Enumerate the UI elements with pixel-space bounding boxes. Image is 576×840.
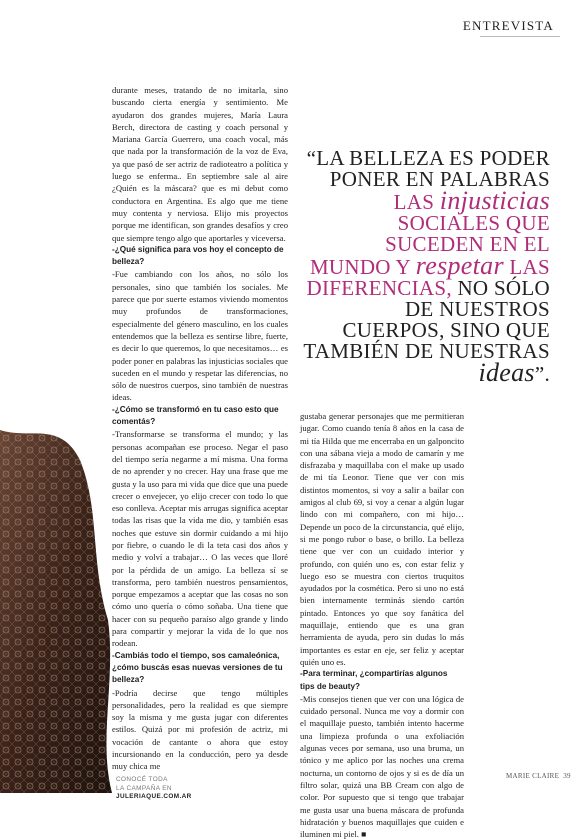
interview-paragraph: gustaba generar personajes que me permitieran jugar. Como cuando tenía 8 años en la casa de mi tía Hilda que me encerraba en un galponcito con una sábana vieja a modo de camarín y me disfrazaba y maquillaba con el make up usado de mi tía Leonor. Tiene que ver con mis distintos momentos, si voy a salir a bailar con amigos al club 69, si voy a cenar a algún lugar lindo con mi compañero, con mi hijo… Depende un poco de la circunstancia, qué elijo, si me pongo rubor o base, o brillo. La belleza tiene que ver con un cuidado interior y profundo, con quién uno es, con estar feliz y luego eso se muestra con ciertos truquitos ayudados por la cosmética. Pero si uno no está bien internamente terminás siendo cartón pintado. Entonces yo que soy fanática del maquillaje, entiendo que es una gran herramienta de ayuda, pero sin dudas lo más importantes es estar en eje, ser feliz y aceptar quién uno es. xyxy=(300,411,464,667)
interview-question: -Para terminar, ¿compartirías algunos tips de beauty? xyxy=(300,669,448,691)
article-column-left xyxy=(112,84,288,773)
magazine-name: MARIE CLAIRE xyxy=(506,772,560,780)
pull-quote-fragment: respetar xyxy=(415,251,504,280)
interview-paragraph: -Mis consejos tienen que ver con una lógica de cuidado personal. Nunca me voy a dormir con el maquillaje puesto, también intento hacerme una limpieza profunda o una exfoliación algunas veces por semana, uso una bruma, un tónico y me aplico por las noches una crema nocturna, un contorno de ojos y si es de día un filtro solar, quizá una BB Cream con algo de color. Por supuesto que si tengo que trabajar me gusta usar una buena máscara de profunda hidratación y buenos maquillajes que cuiden e iluminen mi piel. ■ xyxy=(300,693,464,840)
pull-quote-fragment: NO SÓLO DE NUESTROS CUERPOS, SINO QUE TAMBIÉN DE NUESTRAS xyxy=(303,276,550,363)
interview-paragraph: durante meses, tratando de no imitarla, sino buscando cierta energía y sentimiento. Me ayudaron dos grandes mujeres, María Laura Berch, directora de casting y coach personal y Mariana García Guerrero, una coach vocal, más que nada por la transformación de la voz de Eva, ya que pasó de ser actriz de radioteatro a política y luego se enferma.. En septiembre sale al aire ¿Quién es la máscara? que es mi debut como conductora en Argentina. Es algo que me tiene muy contenta y nerviosa. Elijo mis proyectos porque me identifican, son grandes desafíos y creo que siempre tengo algo que aportarles y viceversa. xyxy=(112,85,288,243)
section-header: ENTREVISTA xyxy=(462,18,554,33)
pull-quote-fragment: injusticias xyxy=(439,186,550,215)
pull-quote-fragment: LAS xyxy=(393,190,440,214)
page-footer xyxy=(506,772,571,780)
page-number: 39 xyxy=(563,772,571,780)
campaign-caption xyxy=(116,776,192,802)
pull-quote-fragment: ”. xyxy=(534,362,550,386)
lace-fabric-image xyxy=(0,420,116,793)
pull-quote-fragment: ideas xyxy=(478,358,535,387)
interview-paragraph: -Fue cambiando con los años, no sólo los personales, sino que también los sociales. Me parece que por suerte estamos viviendo momentos muy profundos de transformaciones, especialmente del género masculino, en los cuales entendemos que la belleza es sentirse libre, fuerte, es decir lo que queremos, lo que necesitamos… es poder poner en palabras las injusticias sociales que suceden en el mundo y respetar las diferencias, no sólo de nuestros cuerpos, sino también de nuestras ideas. xyxy=(112,269,288,403)
header-divider xyxy=(480,36,560,37)
pull-quote-fragment: “LA BELLEZA ES PODER PONER EN PALABRAS xyxy=(306,146,550,191)
interview-paragraph: -Transformarse se transforma el mundo; y las personas acompañan ese proceso. Negar el paso del tiempo sería negarme a mí misma. Una forma de no aprender y no crecer. Hay una frase que me gusta y la uso para mi vida que dice que una puede crecer o envejecer, yo elijo crecer con todo lo que eso conlleva. Aceptar mis arrugas significa aceptar todas las risas que la vida me dio, y también esas noches que estuve sin dormir cuidando a mi hijo por fiebre, o cuando le di la teta casi dos años y medio y volví a trabajar… O las veces que lloré por la pérdida de un amigo. La belleza sí se transforma, pero también nuestros pensamientos, porque empezamos a aceptar que las cosas no son cómo uno quería o cómo soñaba. Una tiene que hacer con su pequeño paraíso algo grande y lindo para compartir y mejorar la vida de lo que nos rodean. xyxy=(112,429,288,649)
pull-quote xyxy=(300,148,550,385)
caption-line-1: CONOCÉ TODA xyxy=(116,776,168,783)
interview-question: -¿Cómo se transformó en tu caso esto que comentás? xyxy=(112,404,279,427)
pull-quote-fragment: SOCIALES QUE SUCEDEN EN EL MUNDO Y xyxy=(309,211,550,279)
interview-paragraph: -Podría decirse que tengo múltiples personalidades, pero la realidad es que siempre soy la misma y me gusta jugar con diferentes estilos. Quizá por mi profesión de actriz, mi vocación de cantante o ahora que estoy incursionando en la conducción, pero ya desde muy chica me xyxy=(112,687,288,772)
pull-quote-fragment: LAS DIFERENCIAS, xyxy=(306,255,550,300)
interview-question: -¿Qué significa para vos hoy el concepto de belleza? xyxy=(112,244,284,267)
article-column-right xyxy=(300,410,464,840)
campaign-link[interactable]: JULERIAQUE.COM.AR xyxy=(116,793,192,801)
interview-question: -Cambiás todo el tiempo, sos camaleónica, ¿cómo buscás esas nuevas versiones de tu belleza? xyxy=(112,650,283,685)
caption-line-2: LA CAMPAÑA EN xyxy=(116,784,172,792)
